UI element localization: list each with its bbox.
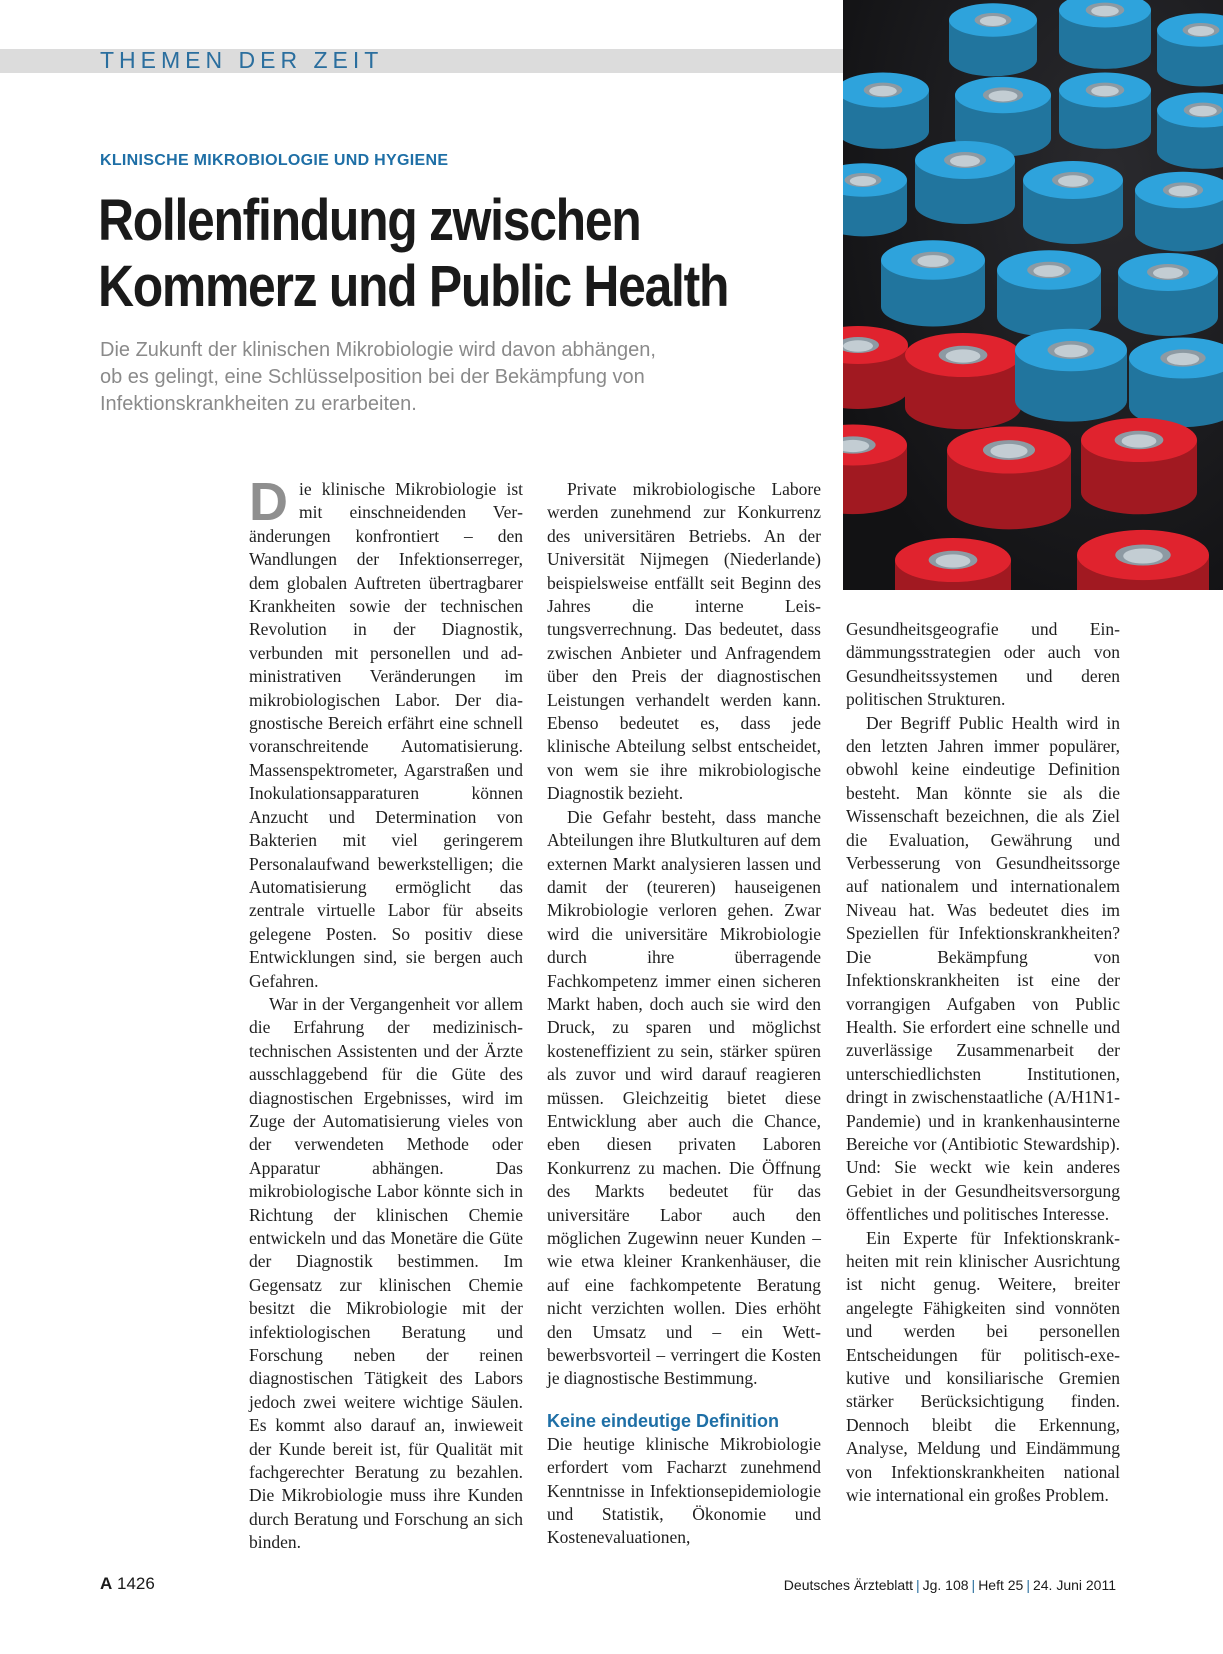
vial-cap — [843, 73, 929, 149]
vial-cap — [1059, 73, 1151, 149]
vial-cap — [1015, 329, 1127, 422]
paragraph: Der Begriff Public Health wird in den letzten Jahren immer populärer, obwohl keine eindeutige Definition besteht. Man könnte sie als die Wissenschaft bezeichnen, die als Ziel die Evaluation, Gewährung und Verbesserung von Gesundheitssorge auf nationalem und internationalem Niveau hat. Was bedeutet dies im Speziellen für Infektionskrankheiten? Die Bekämpfung von Infektionskrankheiten ist eine der vorrangigen Aufgaben von Public Health. Sie erfordert eine schnelle und zuverlässige Zusammenarbeit der unterschiedlichsten Institutionen, dringt in zwischenstaatliche (A/H1N1-Pandemie) und in krankenhausinterne Bereiche vor (Antibiotic Stewardship). Und: Sie weckt wie kein anderes Gebiet in der Gesundheitsversorgung öffentliches und politisches Interesse. — [846, 712, 1120, 1225]
lede — [100, 337, 780, 418]
journal-name: Deutsches Ärzteblatt — [783, 1577, 913, 1593]
headline-line-2: Kommerz und Public Health — [98, 254, 729, 319]
vial-cap — [881, 240, 985, 326]
body-column-3 — [846, 618, 1120, 1507]
vial-cap — [949, 3, 1037, 76]
footer-separator: | — [915, 1577, 920, 1593]
page-number — [100, 1574, 155, 1594]
vial-cap — [1135, 172, 1223, 252]
kicker: KLINISCHE MIKROBIOLOGIE UND HYGIENE — [100, 152, 449, 169]
paragraph: Ein Experte für Infektionskrankheiten mit rein klinischer Ausrichtung ist nicht genug. Weitere, breiter angelegte Fähigkeiten sind vonnöten und werden bei personellen Entscheidungen für politisch-exekutive und konsiliarische Gremien stärker Berücksichtigung finden. Dennoch bleibt die Erkennung, Analyse, Meldung und Eindämmung von Infektionskrankheiten national wie international ein großes Problem. — [846, 1227, 1120, 1506]
lede-line-2: ob es gelingt, eine Schlüsselposition bei der Bekämpfung von — [100, 366, 645, 388]
folio-prefix: A — [100, 1574, 113, 1593]
paragraph: War in der Vergangenheit vor allem die Erfahrung der medizinisch-technischen Assistenten und der Ärzte ausschlaggebend für die Güte des diagnostischen Ergebnisses, wird im Zuge der Automatisierung vieles von der verwendeten Methode oder Apparatur abhängen. Das mikrobiologische Labor könnte sich in Richtung der klinischen Chemie entwickeln und das Monetäre die Güte der Diagnostik bestimmen. Im Gegensatz zur klinischen Chemie besitzt die Mikrobiologie mit der infektiologischen Beratung und Forschung neben der reinen diagnostischen Tätigkeit des Labors jedoch zwei weitere wichtige Säulen. Es kommt also darauf an, inwieweit der Kunde bereit ist, für Qualität mit fachgerechter Beratung zu bezahlen. Die Mikrobiologie muss ihre Kunden durch Beratung und Forschung an sich binden. — [249, 993, 523, 1553]
header-photo-vials — [843, 0, 1223, 590]
vial-cap — [915, 141, 1015, 224]
paragraph: Die Gefahr besteht, dass manche Abteilungen ihre Blutkulturen auf dem externen Markt analysieren lassen und damit der (teureren) hauseigenen Mikrobiologie verloren gehen. Zwar wird die universitäre Mikrobiologie durch ihre überragende Fachkompetenz immer einen sicheren Markt haben, doch auch sie wird den Druck, zu sparen und möglichst kosteneffizient zu sein, stärker spüren als zuvor und wird darauf reagieren müssen. Gleichzeitig bietet diese Entwicklung aber auch die Chance, eben diesen privaten Laboren Konkurrenz zu machen. Die Öffnung des Markts bedeutet für das universitäre Labor auch den möglichen Zugewinn neuer Kunden – wie etwa kleiner Krankenhäuser, die auf eine fachkompetente Beratung nicht verzichten wollen. Dies erhöht den Umsatz und – ein Wettbewerbsvorteil – verringert die Kosten je diagnostische Bestimmung. — [547, 806, 821, 1389]
vial-cap — [905, 333, 1021, 429]
vial-cap — [1081, 418, 1197, 514]
vial-cap — [947, 426, 1071, 529]
footer-separator: | — [1026, 1577, 1030, 1593]
vial-cap — [997, 250, 1101, 336]
journal-volume: Jg. 108 — [922, 1577, 969, 1593]
lede-line-3: Infektionskrankheiten zu erarbeiten. — [100, 393, 417, 415]
dropcap: D — [249, 472, 288, 532]
body-column-1 — [249, 472, 523, 1555]
vial-cap — [843, 424, 907, 514]
footer-separator: | — [971, 1577, 976, 1593]
vial-cap — [895, 538, 1011, 590]
vial-cap — [1157, 93, 1223, 169]
folio-number: 1426 — [117, 1574, 155, 1593]
journal-date: 24. Juni 2011 — [1032, 1577, 1116, 1593]
paragraph: Gesundheitsgeografie und Eindämmungsstrategien oder auch von Gesundheitssystemen und deren politischen Strukturen. — [846, 619, 1120, 710]
section-label: THEMEN DER ZEIT — [100, 47, 384, 73]
paragraph: Private mikrobiologische Labore werden zunehmend zur Konkurrenz des universitären Betriebs. An der Universität Nijmegen (Niederlande) beispielsweise entfällt seit Beginn des Jahres die interne Leistungsverrechnung. Das bedeutet, dass zwischen Anbieter und Anfragendem über den Preis der diagnostischen Leistungen verhandelt werden kann. Ebenso bedeutet es, dass jede klinische Abteilung selbst entscheidet, von wem sie ihre mikrobiologische Diagnostik bezieht. — [547, 479, 821, 804]
paragraph — [249, 472, 523, 993]
journal-issue: Heft 25 — [978, 1577, 1024, 1593]
vial-cap — [843, 163, 907, 236]
vial-caps-image — [843, 0, 1223, 590]
vial-cap — [1023, 161, 1123, 244]
headline-line-1: Rollenfindung zwischen — [98, 188, 641, 253]
vial-cap — [843, 326, 908, 409]
paragraph: Die heutige klinische Mikrobiologie erfordert vom Facharzt zunehmend Kenntnisse in Infektionsepidemiologie und Statistik, Ökonomie und Kostenevaluationen, — [547, 1433, 821, 1548]
headline — [98, 188, 729, 320]
journal-footer — [784, 1577, 1116, 1593]
subheading: Keine eindeutige Definition — [547, 1410, 780, 1431]
vial-cap — [1077, 530, 1209, 590]
paragraph-text: ie klinische Mikrobiologie ist mit einschneidenden Veränderungen konfrontiert – den Wandlungen der Infektionserreger, dem globalen Auftreten übertragbarer Krankheiten sowie der technischen Revolution in der Diagnostik, verbunden mit personellen und administrativen Veränderungen im mikrobiologischen Labor. Der diagnostische Bereich erfährt eine schnell voranschreitende Automatisierung. Massenspektrometer, Agarstraßen und Inokulationsapparaturen können Anzucht und Determination von Bakterien mit viel geringerem Personalaufwand bewerkstelligen; die Automatisierung ermöglicht das zentrale virtuelle Labor für abseits gelegene Posten. So positiv diese Entwicklungen sind, sie bergen auch Gefahren. — [249, 479, 523, 991]
vial-cap — [1059, 0, 1151, 69]
lede-line-1: Die Zukunft der klinischen Mikrobiologie wird davon abhängen, — [100, 339, 656, 361]
vial-cap — [1157, 13, 1223, 86]
vial-cap — [1129, 337, 1223, 427]
body-column-2 — [547, 478, 821, 1550]
vial-cap — [1118, 253, 1218, 336]
